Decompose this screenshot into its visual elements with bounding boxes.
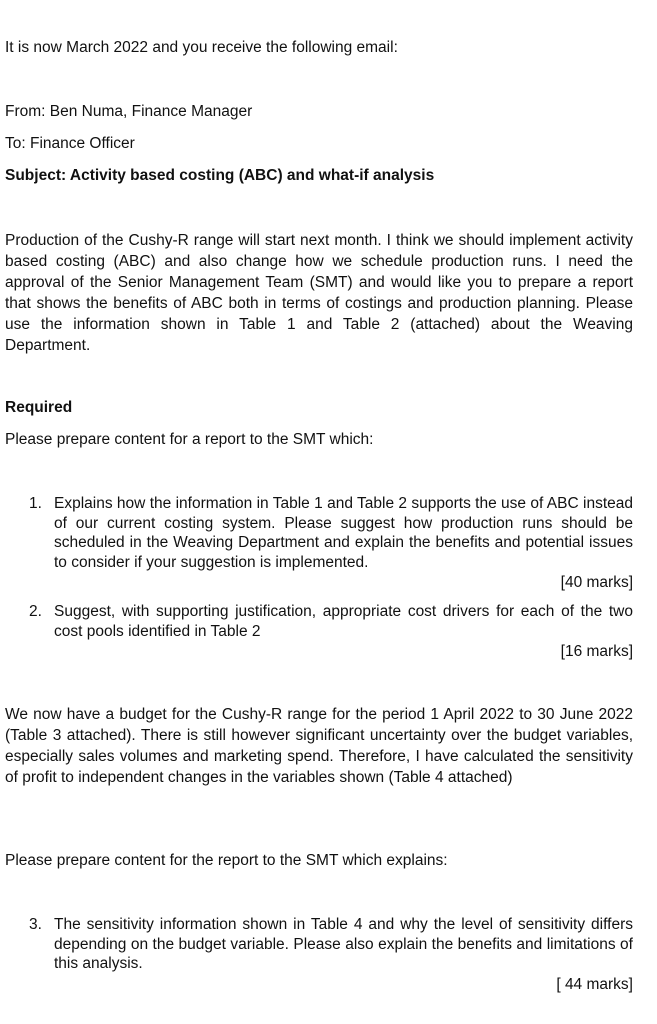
task-text: Explains how the information in Table 1 and Table 2 supports the use of ABC instead of our current costing system. Please suggest how production runs should be scheduled in the Weaving Department and explain the benefits and potential issues to consider if your suggestion is implemented.: [54, 495, 633, 571]
required-heading: Required: [5, 399, 73, 416]
task-number: 2.: [29, 603, 42, 620]
email-from: From: Ben Numa, Finance Manager: [5, 103, 253, 120]
email-to: To: Finance Officer: [5, 135, 135, 152]
task-marks: [40 marks]: [560, 574, 633, 591]
task-text: The sensitivity information shown in Table 4 and why the level of sensitivity differs depending on the budget variable. Please also explain the benefits and limitations of this analysis.: [54, 916, 633, 972]
intro-text: It is now March 2022 and you receive the following email:: [5, 39, 398, 56]
task-text: Suggest, with supporting justification, appropriate cost drivers for each of the two cost pools identified in Table 2: [54, 603, 633, 640]
email-subject: Subject: Activity based costing (ABC) and what-if analysis: [5, 167, 435, 184]
email-body-paragraph-2: We now have a budget for the Cushy-R range for the period 1 April 2022 to 30 June 2022 (Table 3 attached). There is still however significant uncertainty over the budget variables, especially sales volumes and marketing spend. Therefore, I have calculated the sensitivity of profit to independent changes in the variables shown (Table 4 attached): [5, 706, 633, 786]
task-item-1: [29, 494, 633, 593]
task-number: 1.: [29, 495, 42, 512]
task-marks: [ 44 marks]: [556, 975, 633, 993]
task-item-3: [29, 915, 633, 995]
task-number: 3.: [29, 916, 42, 933]
explain-intro: Please prepare content for the report to the SMT which explains:: [5, 852, 448, 869]
email-body-paragraph-1: Production of the Cushy-R range will start next month. I think we should implement activity based costing (ABC) and also change how we schedule production runs. I need the approval of the Senior Management Team (SMT) and would like you to prepare a report that shows the benefits of ABC both in terms of costings and production planning. Please use the information shown in Table 1 and Table 2 (attached) about the Weaving Department.: [5, 232, 633, 354]
required-intro: Please prepare content for a report to the SMT which:: [5, 431, 374, 448]
task-marks: [16 marks]: [560, 643, 633, 660]
task-item-2: [29, 602, 633, 662]
